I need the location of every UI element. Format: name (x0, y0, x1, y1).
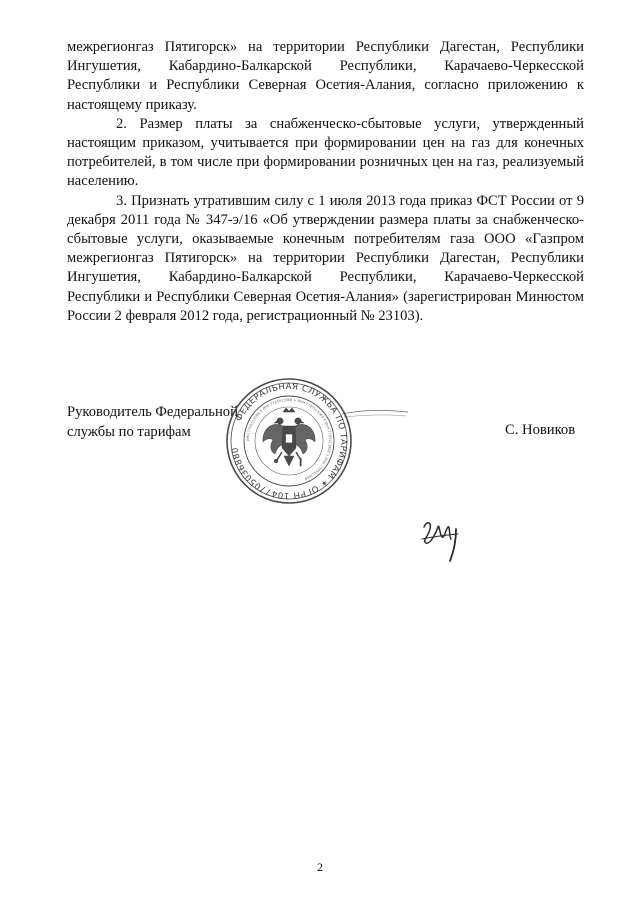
svg-text:ИНН 7705513068 ✶ ИНН 770551306: ИНН 7705513068 ✶ ИНН 7705513068 ✶ ИНН 7705513068 ✶ ИНН 7705513068 ✶ ИНН 7705513068 (245, 397, 333, 481)
signatory-name: С. Новиков (505, 422, 576, 438)
paragraph-item-2: 2. Размер платы за снабженческо-сбытовые услуги, утвержденный настоящим приказом, учитывается при формировании цен на газ для конечных потребителей, в том числе при формировании розничных цен на газ, реализуемый населению. (67, 115, 584, 190)
document-body (67, 38, 584, 326)
paragraph-item-3: 3. Признать утратившим силу с 1 июля 2013 года приказ ФСТ России от 9 декабря 2011 года № 347-э/16 «Об утверждении размера платы за снабженческо-сбытовые услуги, оказываемые конечным потребителям газа ООО «Газпром межрегионгаз Пятигорск» на территории Республики Дагестан, Республики Ингушетия, Кабардино-Балкарской Республики, Карачаево-Черкесской Республики и Республики Северная Осетия-Алания» (зарегистрирован Минюстом России 2 февраля 2012 года, регистрационный № 23103). (67, 192, 584, 324)
signatory-title-line-1: Руководитель Федеральной (67, 404, 238, 420)
page-number: 2 (317, 860, 323, 874)
official-seal-icon (224, 376, 354, 506)
paragraph-continuation: межрегионгаз Пятигорск» на территории Республики Дагестан, Республики Ингушетия, Кабардино-Балкарской Республики, Карачаево-Черкесской Республики и Республики Северная Осетия-Алания, согласно приложению к настоящему приказу. (67, 39, 584, 113)
handwritten-signature-icon (418, 515, 468, 565)
signatory-title-line-2: службы по тарифам (67, 423, 191, 440)
svg-text:ФЕДЕРАЛЬНАЯ СЛУЖБА ПО ТАРИФАМ: ФЕДЕРАЛЬНАЯ СЛУЖБА ПО ТАРИФАМ ✶ ОГРН 1047705036880 (230, 381, 349, 501)
